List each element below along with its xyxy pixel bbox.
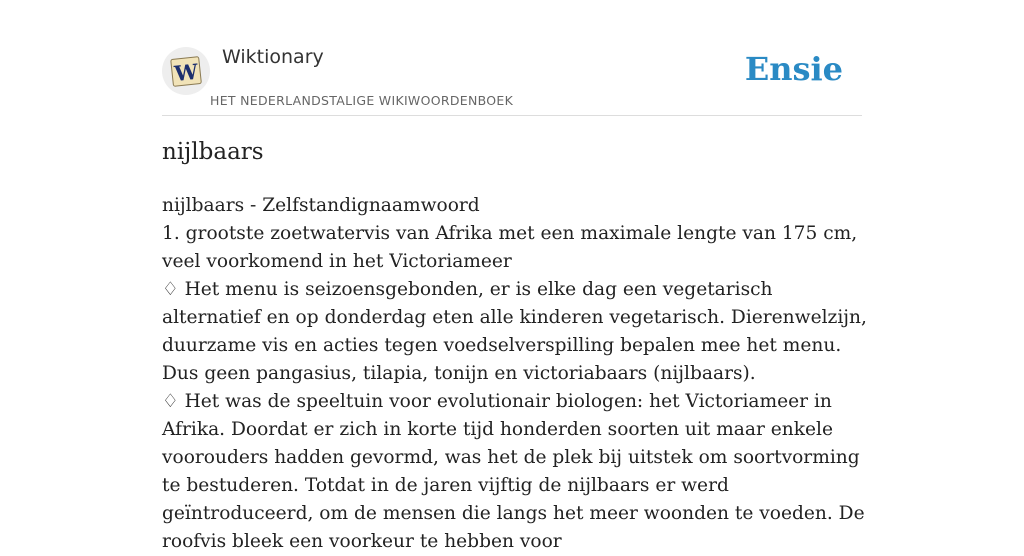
brand-logo[interactable]: Ensie [744,50,843,88]
site-name[interactable]: Wiktionary [222,46,324,68]
header-divider [162,115,862,116]
wiktionary-tile-icon [169,54,203,88]
page-title: nijlbaars [162,139,264,165]
example-sentence: ♢ Het menu is seizoensgebonden, er is elke dag een vegetarisch alternatief en op donderdag eten alle kinderen vegetarisch. Dierenwelzijn, duurzame vis en acties tegen voedselverspilling bepalen mee het menu. Dus geen pangasius, tilapia, tonijn en victoriabaars (nijlbaars). [162,279,867,384]
example-sentence: ♢ Het was de speeltuin voor evolutionair biologen: het Victoriameer in Afrika. Doordat er zich in korte tijd honderden soorten uit maar enkele voorouders hadden gevormd, was het de plek bij uitstek om soortvorming te bestuderen. Totdat in de jaren vijftig de nijlbaars er werd geïntroduceerd, om de mensen die langs het meer woonden te voeden. De roofvis bleek een voorkeur te hebben voor [162,391,865,552]
site-tagline: HET NEDERLANDSTALIGE WIKIWOORDENBOEK [210,93,514,108]
wiktionary-logo[interactable] [162,47,210,95]
logo-letter: W [173,58,200,87]
word-type-line: nijlbaars - Zelfstandignaamwoord [162,195,480,216]
definition: 1. grootste zoetwatervis van Afrika met een maximale lengte van 175 cm, veel voorkomend in het Victoriameer [162,223,858,272]
entry-content [162,192,867,556]
